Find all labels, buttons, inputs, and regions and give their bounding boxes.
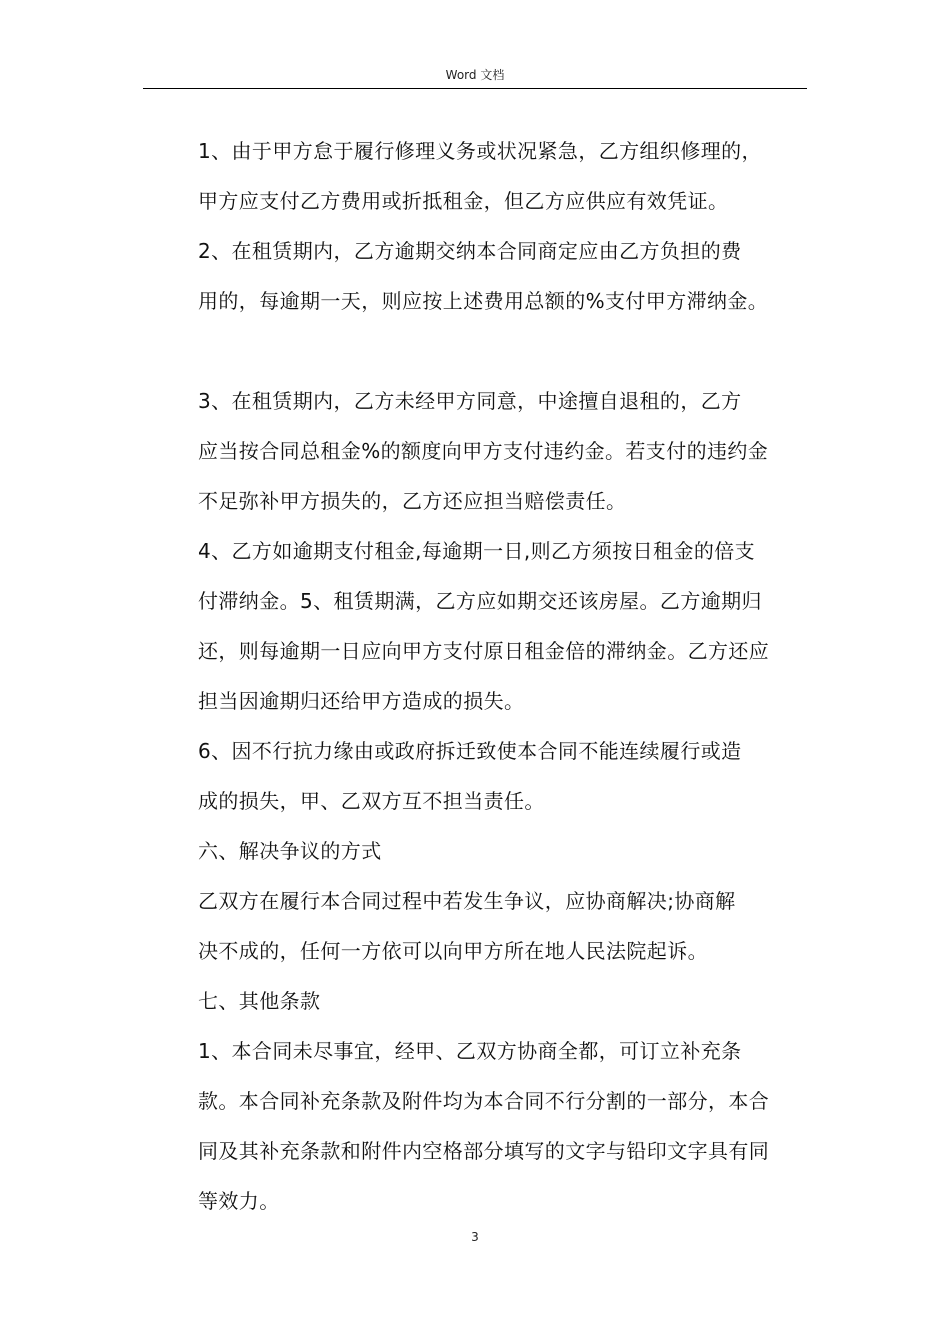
text-line: 乙双方在履行本合同过程中若发生争议，应协商解决;协商解 xyxy=(198,889,736,913)
paragraph-clause-4-5 xyxy=(178,526,806,726)
text-line: 等效力。 xyxy=(198,1189,280,1213)
text-line: 1、本合同未尽事宜，经甲、乙双方协商全都，可订立补充条 xyxy=(198,1039,742,1063)
text-line: 决不成的，任何一方依可以向甲方所在地人民法院起诉。 xyxy=(198,939,708,963)
paragraph-clause-6 xyxy=(178,726,806,826)
paragraph-clause-1 xyxy=(178,126,806,226)
page-header: Word 文档 xyxy=(445,68,505,82)
text-line: 6、因不行抗力缘由或政府拆迁致使本合同不能连续履行或造 xyxy=(198,739,742,763)
document-body xyxy=(178,126,806,1226)
section-heading-dispute xyxy=(178,826,806,876)
paragraph-other-clause-1 xyxy=(178,1026,806,1226)
text-line: 2、在租赁期内，乙方逾期交纳本合同商定应由乙方负担的费 xyxy=(198,239,742,263)
text-line: 3、在租赁期内，乙方未经甲方同意，中途擅自退租的，乙方 xyxy=(198,389,742,413)
text-line: 七、其他条款 xyxy=(198,989,321,1013)
header-rule xyxy=(143,88,807,89)
text-line: 不足弥补甲方损失的，乙方还应担当赔偿责任。 xyxy=(198,489,627,513)
text-line: 1、由于甲方怠于履行修理义务或状况紧急，乙方组织修理的， xyxy=(198,139,762,163)
text-line: 用的，每逾期一天，则应按上述费用总额的%支付甲方滞纳金。 xyxy=(198,289,769,313)
text-line: 付滞纳金。5、租赁期满，乙方应如期交还该房屋。乙方逾期归 xyxy=(198,589,762,613)
text-line: 甲方应支付乙方费用或折抵租金，但乙方应供应有效凭证。 xyxy=(198,189,729,213)
text-line: 4、乙方如逾期支付租金,每逾期一日,则乙方须按日租金的倍支 xyxy=(198,539,756,563)
text-line: 还，则每逾期一日应向甲方支付原日租金倍的滞纳金。乙方还应 xyxy=(198,639,770,663)
page-number: 3 xyxy=(471,1230,479,1244)
text-line: 款。本合同补充条款及附件均为本合同不行分割的一部分，本合 xyxy=(198,1089,770,1113)
text-line: 担当因逾期归还给甲方造成的损失。 xyxy=(198,689,525,713)
paragraph-clause-2 xyxy=(178,226,806,326)
text-line: 成的损失，甲、乙双方互不担当责任。 xyxy=(198,789,545,813)
text-line: 应当按合同总租金%的额度向甲方支付违约金。若支付的违约金 xyxy=(198,439,769,463)
text-line: 六、解决争议的方式 xyxy=(198,839,382,863)
text-line: 同及其补充条款和附件内空格部分填写的文字与铅印文字具有同 xyxy=(198,1139,770,1163)
paragraph-dispute xyxy=(178,876,806,976)
paragraph-clause-3 xyxy=(178,376,806,526)
section-heading-other xyxy=(178,976,806,1026)
